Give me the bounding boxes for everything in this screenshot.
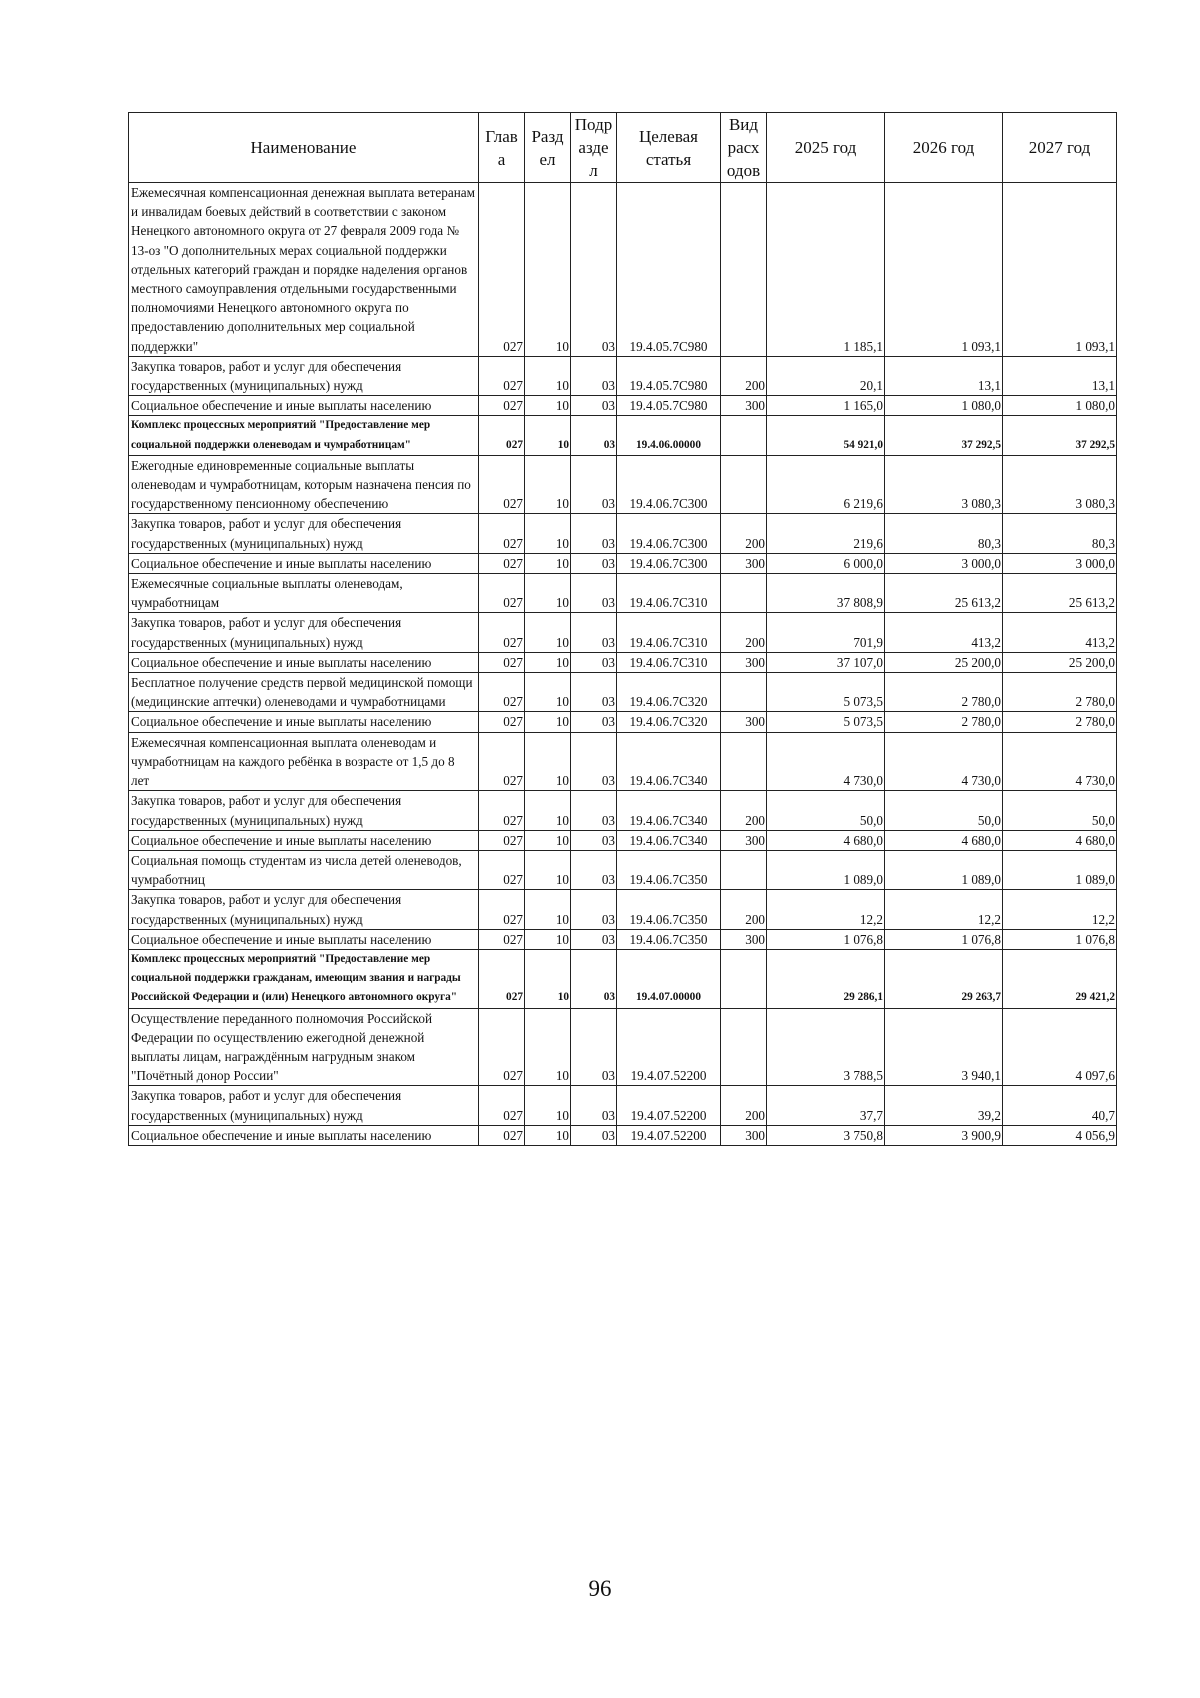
row-value-2026: 3 080,3 xyxy=(885,455,1003,514)
table-row xyxy=(129,791,1117,830)
header-razdel: Разд ел xyxy=(525,113,571,183)
header-year-2026: 2026 год xyxy=(885,113,1003,183)
row-vid-raskhodov: 200 xyxy=(721,514,767,553)
section-row xyxy=(129,416,1117,455)
row-name: Ежемесячная компенсационная выплата оленеводам и чумработницам на каждого ребёнка в возрасте от 1,5 до 8 лет xyxy=(129,732,479,791)
row-tselevaya-statya: 19.4.06.7С310 xyxy=(617,613,721,652)
header-year-2027: 2027 год xyxy=(1003,113,1117,183)
row-value-2026: 1 089,0 xyxy=(885,850,1003,889)
row-value-2025: 3 788,5 xyxy=(767,1008,885,1086)
row-tselevaya-statya: 19.4.06.7С300 xyxy=(617,514,721,553)
row-razdel: 10 xyxy=(525,732,571,791)
row-tselevaya-statya: 19.4.05.7С980 xyxy=(617,396,721,416)
row-tselevaya-statya: 19.4.06.7С340 xyxy=(617,830,721,850)
row-glava: 027 xyxy=(479,850,525,889)
row-razdel: 10 xyxy=(525,514,571,553)
row-podrazdel: 03 xyxy=(571,673,617,712)
table-header-row xyxy=(129,113,1117,183)
row-tselevaya-statya: 19.4.07.52200 xyxy=(617,1086,721,1125)
row-name: Социальное обеспечение и иные выплаты населению xyxy=(129,712,479,732)
row-value-2027: 25 613,2 xyxy=(1003,574,1117,613)
header-glava: Глав а xyxy=(479,113,525,183)
row-razdel: 10 xyxy=(525,1086,571,1125)
row-razdel: 10 xyxy=(525,791,571,830)
row-razdel: 10 xyxy=(525,712,571,732)
row-podrazdel: 03 xyxy=(571,183,617,357)
header-name: Наименование xyxy=(129,113,479,183)
row-value-2026: 37 292,5 xyxy=(885,416,1003,455)
row-razdel: 10 xyxy=(525,1008,571,1086)
row-podrazdel: 03 xyxy=(571,356,617,395)
row-value-2026: 50,0 xyxy=(885,791,1003,830)
row-vid-raskhodov: 300 xyxy=(721,553,767,573)
row-glava: 027 xyxy=(479,830,525,850)
row-razdel: 10 xyxy=(525,183,571,357)
header-year-2025: 2025 год xyxy=(767,113,885,183)
row-name: Комплекс процессных мероприятий "Предоставление мер социальной поддержки оленеводам и чумработницам" xyxy=(129,416,479,455)
row-razdel: 10 xyxy=(525,356,571,395)
row-name: Социальное обеспечение и иные выплаты населению xyxy=(129,929,479,949)
row-podrazdel: 03 xyxy=(571,455,617,514)
row-name: Социальное обеспечение и иные выплаты населению xyxy=(129,1125,479,1145)
row-podrazdel: 03 xyxy=(571,949,617,1008)
row-value-2027: 4 097,6 xyxy=(1003,1008,1117,1086)
row-value-2025: 20,1 xyxy=(767,356,885,395)
row-tselevaya-statya: 19.4.06.7С350 xyxy=(617,929,721,949)
row-tselevaya-statya: 19.4.06.7С300 xyxy=(617,455,721,514)
row-tselevaya-statya: 19.4.06.7С320 xyxy=(617,712,721,732)
row-value-2026: 12,2 xyxy=(885,890,1003,929)
row-razdel: 10 xyxy=(525,396,571,416)
row-razdel: 10 xyxy=(525,574,571,613)
row-name: Социальное обеспечение и иные выплаты населению xyxy=(129,396,479,416)
row-value-2025: 5 073,5 xyxy=(767,673,885,712)
row-glava: 027 xyxy=(479,712,525,732)
row-glava: 027 xyxy=(479,949,525,1008)
row-razdel: 10 xyxy=(525,613,571,652)
row-glava: 027 xyxy=(479,613,525,652)
row-glava: 027 xyxy=(479,396,525,416)
table-row xyxy=(129,850,1117,889)
row-value-2025: 37,7 xyxy=(767,1086,885,1125)
row-name: Осуществление переданного полномочия Российской Федерации по осуществлению ежегодной денежной выплаты лицам, награждённым нагрудным знаком "Почётный донор России" xyxy=(129,1008,479,1086)
row-value-2025: 1 089,0 xyxy=(767,850,885,889)
row-name: Комплекс процессных мероприятий "Предоставление мер социальной поддержки гражданам, имеющим звания и награды Российской Федерации и (или) Ненецкого автономного округа" xyxy=(129,949,479,1008)
table-row xyxy=(129,1086,1117,1125)
row-razdel: 10 xyxy=(525,652,571,672)
row-tselevaya-statya: 19.4.07.52200 xyxy=(617,1008,721,1086)
row-vid-raskhodov: 200 xyxy=(721,356,767,395)
row-value-2025: 6 000,0 xyxy=(767,553,885,573)
row-podrazdel: 03 xyxy=(571,791,617,830)
table-body xyxy=(129,183,1117,1146)
row-value-2025: 1 165,0 xyxy=(767,396,885,416)
row-glava: 027 xyxy=(479,356,525,395)
table-row xyxy=(129,732,1117,791)
row-vid-raskhodov xyxy=(721,183,767,357)
row-value-2027: 2 780,0 xyxy=(1003,673,1117,712)
row-name: Закупка товаров, работ и услуг для обеспечения государственных (муниципальных) нужд xyxy=(129,890,479,929)
table-row xyxy=(129,183,1117,357)
row-vid-raskhodov: 300 xyxy=(721,1125,767,1145)
row-podrazdel: 03 xyxy=(571,652,617,672)
row-value-2027: 4 056,9 xyxy=(1003,1125,1117,1145)
row-name: Закупка товаров, работ и услуг для обеспечения государственных (муниципальных) нужд xyxy=(129,514,479,553)
row-value-2027: 1 093,1 xyxy=(1003,183,1117,357)
row-value-2026: 13,1 xyxy=(885,356,1003,395)
row-razdel: 10 xyxy=(525,929,571,949)
row-glava: 027 xyxy=(479,890,525,929)
table-row xyxy=(129,712,1117,732)
row-glava: 027 xyxy=(479,1008,525,1086)
row-value-2026: 4 730,0 xyxy=(885,732,1003,791)
table-row xyxy=(129,1008,1117,1086)
row-razdel: 10 xyxy=(525,830,571,850)
row-value-2026: 39,2 xyxy=(885,1086,1003,1125)
table-row xyxy=(129,574,1117,613)
row-razdel: 10 xyxy=(525,1125,571,1145)
row-value-2025: 3 750,8 xyxy=(767,1125,885,1145)
row-value-2026: 3 940,1 xyxy=(885,1008,1003,1086)
row-vid-raskhodov xyxy=(721,732,767,791)
row-name: Закупка товаров, работ и услуг для обеспечения государственных (муниципальных) нужд xyxy=(129,791,479,830)
table-row xyxy=(129,830,1117,850)
row-value-2026: 29 263,7 xyxy=(885,949,1003,1008)
row-glava: 027 xyxy=(479,1125,525,1145)
row-razdel: 10 xyxy=(525,455,571,514)
row-value-2025: 1 185,1 xyxy=(767,183,885,357)
row-value-2026: 1 080,0 xyxy=(885,396,1003,416)
table-row xyxy=(129,356,1117,395)
row-value-2026: 3 000,0 xyxy=(885,553,1003,573)
row-value-2025: 29 286,1 xyxy=(767,949,885,1008)
row-value-2027: 1 080,0 xyxy=(1003,396,1117,416)
row-podrazdel: 03 xyxy=(571,732,617,791)
row-value-2026: 25 200,0 xyxy=(885,652,1003,672)
row-vid-raskhodov: 200 xyxy=(721,1086,767,1125)
row-value-2026: 1 076,8 xyxy=(885,929,1003,949)
row-name: Социальная помощь студентам из числа детей оленеводов, чумработниц xyxy=(129,850,479,889)
row-name: Закупка товаров, работ и услуг для обеспечения государственных (муниципальных) нужд xyxy=(129,613,479,652)
row-glava: 027 xyxy=(479,929,525,949)
page-number: 96 xyxy=(588,1576,612,1601)
row-value-2025: 37 107,0 xyxy=(767,652,885,672)
row-value-2025: 4 730,0 xyxy=(767,732,885,791)
table-row xyxy=(129,673,1117,712)
row-value-2025: 6 219,6 xyxy=(767,455,885,514)
row-razdel: 10 xyxy=(525,949,571,1008)
row-name: Социальное обеспечение и иные выплаты населению xyxy=(129,553,479,573)
row-vid-raskhodov: 300 xyxy=(721,830,767,850)
row-vid-raskhodov: 300 xyxy=(721,396,767,416)
row-glava: 027 xyxy=(479,652,525,672)
row-value-2027: 413,2 xyxy=(1003,613,1117,652)
row-razdel: 10 xyxy=(525,890,571,929)
row-podrazdel: 03 xyxy=(571,396,617,416)
row-glava: 027 xyxy=(479,455,525,514)
table-row xyxy=(129,890,1117,929)
row-podrazdel: 03 xyxy=(571,514,617,553)
row-glava: 027 xyxy=(479,574,525,613)
row-tselevaya-statya: 19.4.06.00000 xyxy=(617,416,721,455)
row-glava: 027 xyxy=(479,791,525,830)
row-glava: 027 xyxy=(479,183,525,357)
row-value-2026: 1 093,1 xyxy=(885,183,1003,357)
section-row xyxy=(129,949,1117,1008)
row-glava: 027 xyxy=(479,732,525,791)
row-value-2026: 413,2 xyxy=(885,613,1003,652)
row-podrazdel: 03 xyxy=(571,553,617,573)
row-podrazdel: 03 xyxy=(571,416,617,455)
row-tselevaya-statya: 19.4.06.7С350 xyxy=(617,850,721,889)
header-tselevaya-statya: Целевая статья xyxy=(617,113,721,183)
row-podrazdel: 03 xyxy=(571,574,617,613)
row-vid-raskhodov: 200 xyxy=(721,791,767,830)
row-podrazdel: 03 xyxy=(571,712,617,732)
row-vid-raskhodov xyxy=(721,850,767,889)
row-glava: 027 xyxy=(479,553,525,573)
row-tselevaya-statya: 19.4.06.7С310 xyxy=(617,652,721,672)
row-podrazdel: 03 xyxy=(571,850,617,889)
row-tselevaya-statya: 19.4.05.7С980 xyxy=(617,356,721,395)
header-podrazdel: Подр азде л xyxy=(571,113,617,183)
row-value-2027: 80,3 xyxy=(1003,514,1117,553)
row-name: Закупка товаров, работ и услуг для обеспечения государственных (муниципальных) нужд xyxy=(129,356,479,395)
row-name: Социальное обеспечение и иные выплаты населению xyxy=(129,652,479,672)
row-value-2026: 80,3 xyxy=(885,514,1003,553)
row-tselevaya-statya: 19.4.07.52200 xyxy=(617,1125,721,1145)
row-tselevaya-statya: 19.4.06.7С350 xyxy=(617,890,721,929)
table-row xyxy=(129,613,1117,652)
row-vid-raskhodov: 300 xyxy=(721,929,767,949)
row-podrazdel: 03 xyxy=(571,830,617,850)
row-podrazdel: 03 xyxy=(571,1008,617,1086)
row-glava: 027 xyxy=(479,416,525,455)
row-value-2026: 4 680,0 xyxy=(885,830,1003,850)
row-name: Ежемесячная компенсационная денежная выплата ветеранам и инвалидам боевых действий в соответствии с законом Ненецкого автономного округа от 27 февраля 2009 года № 13-оз "О дополнительных мерах социальной поддержки отдельных категорий граждан и порядке наделения органов местного самоуправления отдельными государственными полномочиями Ненецкого автономного округа по предоставлению дополнительных мер социальной поддержки" xyxy=(129,183,479,357)
row-value-2025: 5 073,5 xyxy=(767,712,885,732)
row-value-2026: 2 780,0 xyxy=(885,673,1003,712)
row-value-2025: 701,9 xyxy=(767,613,885,652)
row-value-2027: 3 080,3 xyxy=(1003,455,1117,514)
row-value-2027: 1 076,8 xyxy=(1003,929,1117,949)
row-podrazdel: 03 xyxy=(571,1125,617,1145)
row-name: Ежемесячные социальные выплаты оленеводам, чумработницам xyxy=(129,574,479,613)
table-row xyxy=(129,1125,1117,1145)
row-value-2027: 25 200,0 xyxy=(1003,652,1117,672)
row-glava: 027 xyxy=(479,1086,525,1125)
row-value-2025: 54 921,0 xyxy=(767,416,885,455)
row-name: Закупка товаров, работ и услуг для обеспечения государственных (муниципальных) нужд xyxy=(129,1086,479,1125)
row-razdel: 10 xyxy=(525,553,571,573)
row-value-2025: 37 808,9 xyxy=(767,574,885,613)
table-row xyxy=(129,514,1117,553)
row-value-2027: 37 292,5 xyxy=(1003,416,1117,455)
row-value-2027: 50,0 xyxy=(1003,791,1117,830)
row-value-2027: 29 421,2 xyxy=(1003,949,1117,1008)
row-tselevaya-statya: 19.4.06.7С320 xyxy=(617,673,721,712)
row-glava: 027 xyxy=(479,673,525,712)
row-razdel: 10 xyxy=(525,416,571,455)
row-name: Бесплатное получение средств первой медицинской помощи (медицинские аптечки) оленеводами и чумработницами xyxy=(129,673,479,712)
row-value-2026: 3 900,9 xyxy=(885,1125,1003,1145)
table-row xyxy=(129,652,1117,672)
row-vid-raskhodov: 300 xyxy=(721,712,767,732)
row-value-2026: 25 613,2 xyxy=(885,574,1003,613)
table-row xyxy=(129,396,1117,416)
row-value-2027: 4 730,0 xyxy=(1003,732,1117,791)
table-row xyxy=(129,553,1117,573)
row-value-2027: 1 089,0 xyxy=(1003,850,1117,889)
row-vid-raskhodov: 300 xyxy=(721,652,767,672)
row-podrazdel: 03 xyxy=(571,613,617,652)
row-vid-raskhodov: 200 xyxy=(721,613,767,652)
row-tselevaya-statya: 19.4.06.7С340 xyxy=(617,732,721,791)
row-vid-raskhodov: 200 xyxy=(721,890,767,929)
row-value-2027: 2 780,0 xyxy=(1003,712,1117,732)
table-row xyxy=(129,455,1117,514)
row-vid-raskhodov xyxy=(721,455,767,514)
row-value-2027: 12,2 xyxy=(1003,890,1117,929)
row-vid-raskhodov xyxy=(721,416,767,455)
row-podrazdel: 03 xyxy=(571,1086,617,1125)
row-tselevaya-statya: 19.4.07.00000 xyxy=(617,949,721,1008)
row-value-2027: 13,1 xyxy=(1003,356,1117,395)
row-value-2025: 50,0 xyxy=(767,791,885,830)
row-value-2025: 12,2 xyxy=(767,890,885,929)
row-value-2025: 4 680,0 xyxy=(767,830,885,850)
row-podrazdel: 03 xyxy=(571,890,617,929)
row-value-2027: 40,7 xyxy=(1003,1086,1117,1125)
row-name: Ежегодные единовременные социальные выплаты оленеводам и чумработницам, которым назначена пенсия по государственному пенсионному обеспечению xyxy=(129,455,479,514)
row-value-2025: 219,6 xyxy=(767,514,885,553)
row-tselevaya-statya: 19.4.06.7С310 xyxy=(617,574,721,613)
row-razdel: 10 xyxy=(525,850,571,889)
header-vid-raskhodov: Вид расх одов xyxy=(721,113,767,183)
row-podrazdel: 03 xyxy=(571,929,617,949)
budget-table xyxy=(128,112,1117,1146)
row-value-2027: 4 680,0 xyxy=(1003,830,1117,850)
row-vid-raskhodov xyxy=(721,1008,767,1086)
row-name: Социальное обеспечение и иные выплаты населению xyxy=(129,830,479,850)
row-value-2025: 1 076,8 xyxy=(767,929,885,949)
row-vid-raskhodov xyxy=(721,574,767,613)
row-tselevaya-statya: 19.4.06.7С340 xyxy=(617,791,721,830)
row-vid-raskhodov xyxy=(721,673,767,712)
row-glava: 027 xyxy=(479,514,525,553)
row-razdel: 10 xyxy=(525,673,571,712)
row-vid-raskhodov xyxy=(721,949,767,1008)
row-tselevaya-statya: 19.4.06.7С300 xyxy=(617,553,721,573)
row-value-2026: 2 780,0 xyxy=(885,712,1003,732)
row-value-2027: 3 000,0 xyxy=(1003,553,1117,573)
row-tselevaya-statya: 19.4.05.7С980 xyxy=(617,183,721,357)
table-row xyxy=(129,929,1117,949)
